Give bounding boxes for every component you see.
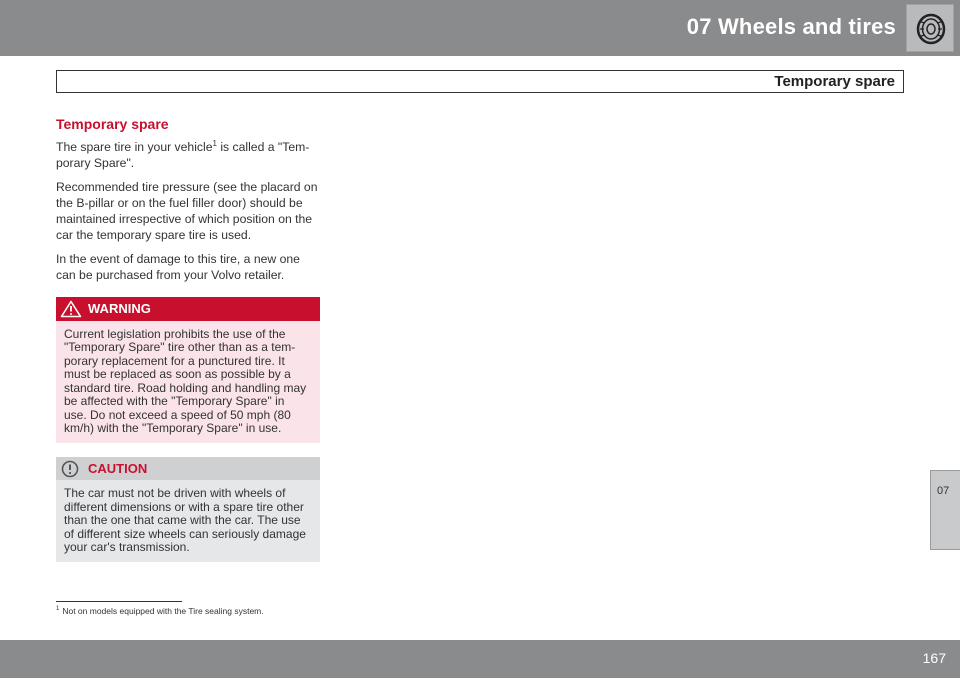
caution-box (56, 457, 320, 562)
footer-bar (0, 640, 960, 678)
exclamation-circle-icon (61, 460, 79, 478)
caution-title: CAUTION (88, 461, 148, 477)
footnote-divider (56, 601, 182, 602)
caution-header (56, 457, 320, 480)
chapter-icon-box (906, 4, 954, 52)
warning-triangle-icon (60, 300, 82, 318)
page-number: 167 (922, 650, 946, 666)
tire-icon (915, 13, 947, 45)
paragraph-intro: The spare tire in your vehicle$^1$ is called a "Temporary Spare". (56, 139, 310, 171)
chapter-title: 07 Wheels and tires (686, 14, 896, 39)
main-content (56, 116, 320, 562)
footnote-text: Not on models equipped with the Tire sealing system. (62, 606, 264, 616)
section-title: Temporary spare (774, 73, 895, 90)
chapter-side-tab[interactable] (930, 470, 960, 550)
section-header-bar (56, 70, 904, 93)
side-tab-label: 07 (937, 485, 950, 497)
warning-title: WARNING (88, 301, 151, 317)
warning-header (56, 297, 320, 321)
footnote-ref: 1 (212, 139, 217, 148)
warning-text: Current legislation prohibits the use of the "Temporary Spare" tire other than as a temporary replacement for a punctured tire. It must be replaced as soon as possible by a standard tire. Road holding and handling may be affected with the "Temporary Spare" in use. Do not exceed a speed of 50 mph (80 km/h) with the "Temporary Spare" in use. (64, 327, 307, 435)
caution-text: The car must not be driven with wheels of different dimensions or with a spare tire other than the one that came with the car. The use of different size wheels can seriously damage your car's transmission. (64, 486, 306, 554)
paragraph-damage: In the event of damage to this tire, a new one can be purchased from your Volvo retailer. (56, 252, 300, 283)
footnote-marker: 1 (56, 606, 60, 613)
footnote (56, 606, 264, 616)
paragraph-pressure: Recommended tire pressure (see the placard on the B-pillar or on the fuel filler door) should be maintained irrespective of which position on the car the temporary spare tire is used. (56, 180, 318, 243)
warning-box (56, 297, 320, 443)
chapter-header-bar (0, 0, 960, 56)
content-heading: Temporary spare (56, 116, 169, 132)
